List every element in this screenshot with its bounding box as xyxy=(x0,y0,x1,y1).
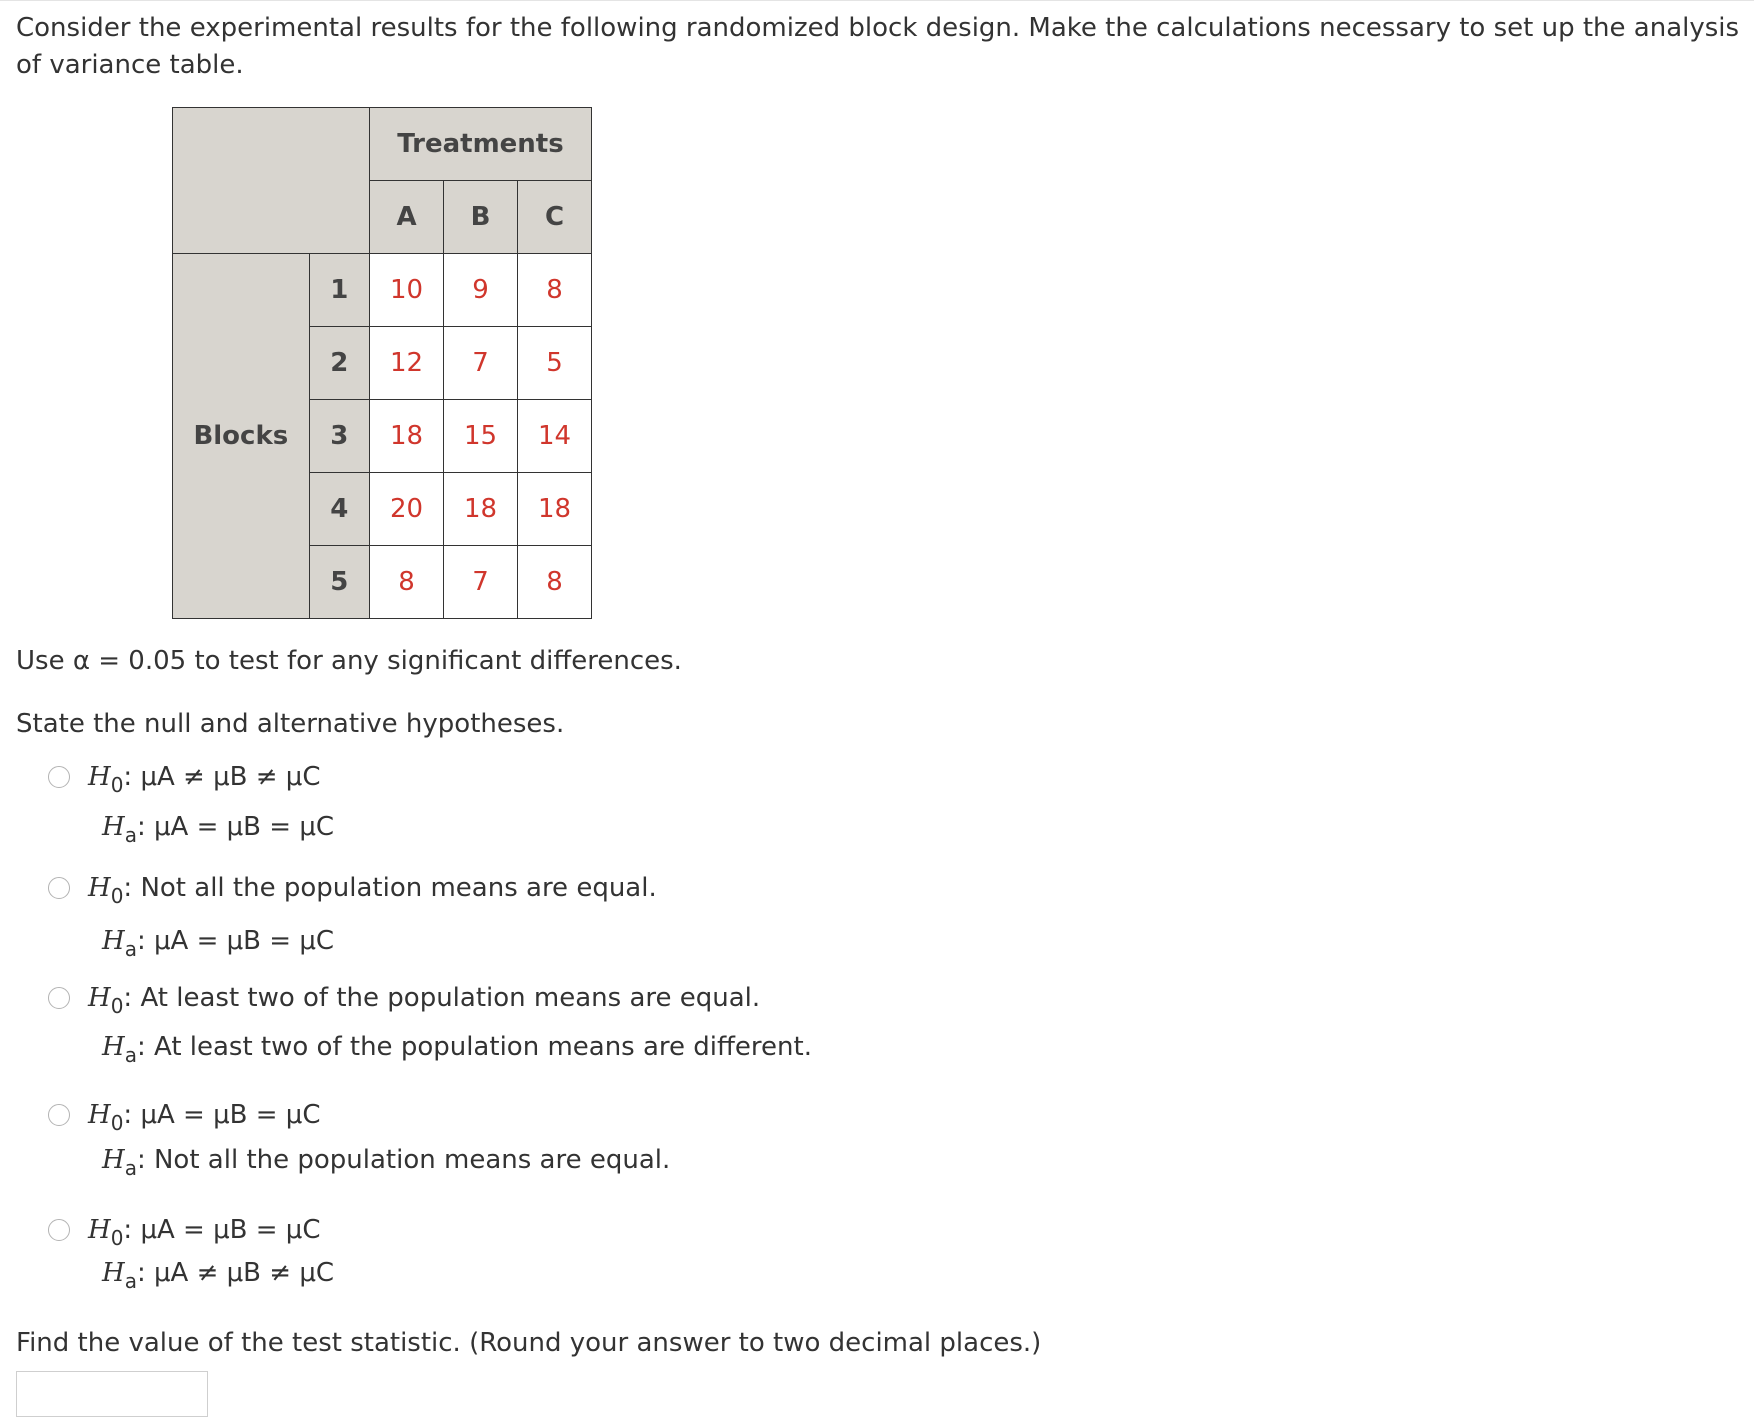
block-number: 3 xyxy=(309,400,369,473)
option-h0-line: $H_0$: μA = μB = μC xyxy=(88,1215,321,1250)
option-h0-line: $H_0$: Not all the population means are equal. xyxy=(88,873,657,908)
cell-value: 18 xyxy=(444,473,518,546)
table-row xyxy=(173,254,592,327)
table-corner xyxy=(173,108,370,254)
option-h0-line: $H_0$: μA ≠ μB ≠ μC xyxy=(88,762,321,797)
option-ha-line: $H_a$: μA ≠ μB ≠ μC xyxy=(102,1258,335,1293)
option-h0-text: μA = μB = μC xyxy=(140,1215,321,1245)
data-table xyxy=(172,107,592,619)
option-h0-text: Not all the population means are equal. xyxy=(140,873,657,903)
option-ha-text: μA = μB = μC xyxy=(153,812,335,842)
option-ha-line: $H_a$: Not all the population means are equal. xyxy=(102,1145,671,1180)
radio-button[interactable] xyxy=(48,987,70,1009)
cell-value: 8 xyxy=(518,254,592,327)
question-intro: Consider the experimental results for the following randomized block design. Make the calculations necessary to set up the analysis of variance table. xyxy=(16,13,1740,80)
block-number: 4 xyxy=(309,473,369,546)
option-ha-text: At least two of the population means are different. xyxy=(153,1032,812,1062)
treatment-header-a: A xyxy=(370,181,444,254)
cell-value: 7 xyxy=(444,546,518,619)
radio-button[interactable] xyxy=(48,1219,70,1241)
cell-value: 12 xyxy=(370,327,444,400)
alpha-text: Use α = 0.05 to test for any significant differences. xyxy=(16,646,682,676)
block-number: 1 xyxy=(309,254,369,327)
radio-button[interactable] xyxy=(48,766,70,788)
treatments-header: Treatments xyxy=(370,108,592,181)
option-ha-text: Not all the population means are equal. xyxy=(153,1145,671,1175)
cell-value: 18 xyxy=(370,400,444,473)
cell-value: 8 xyxy=(370,546,444,619)
blocks-header: Blocks xyxy=(173,254,310,619)
option-ha-text: μA ≠ μB ≠ μC xyxy=(153,1258,335,1288)
block-number: 2 xyxy=(309,327,369,400)
option-h0-text: μA = μB = μC xyxy=(140,1100,321,1130)
hypotheses-prompt: State the null and alternative hypotheses. xyxy=(16,709,565,739)
cell-value: 18 xyxy=(518,473,592,546)
cell-value: 20 xyxy=(370,473,444,546)
cell-value: 8 xyxy=(518,546,592,619)
radio-button[interactable] xyxy=(48,1104,70,1126)
option-ha-text: μA = μB = μC xyxy=(153,926,335,956)
cell-value: 5 xyxy=(518,327,592,400)
cell-value: 14 xyxy=(518,400,592,473)
option-ha-line: $H_a$: At least two of the population means are different. xyxy=(102,1032,812,1067)
radio-button[interactable] xyxy=(48,877,70,899)
option-ha-line: $H_a$: μA = μB = μC xyxy=(102,926,335,961)
cell-value: 7 xyxy=(444,327,518,400)
option-h0-text: μA ≠ μB ≠ μC xyxy=(140,762,321,792)
cell-value: 10 xyxy=(370,254,444,327)
option-h0-line: $H_0$: At least two of the population means are equal. xyxy=(88,983,761,1018)
option-h0-line: $H_0$: μA = μB = μC xyxy=(88,1100,321,1135)
block-number: 5 xyxy=(309,546,369,619)
cell-value: 15 xyxy=(444,400,518,473)
test-statistic-input[interactable] xyxy=(16,1371,208,1417)
treatment-header-c: C xyxy=(518,181,592,254)
option-h0-text: At least two of the population means are equal. xyxy=(140,983,761,1013)
statistic-prompt: Find the value of the test statistic. (Round your answer to two decimal places.) xyxy=(16,1328,1042,1358)
top-divider xyxy=(0,0,1754,1)
option-ha-line: $H_a$: μA = μB = μC xyxy=(102,812,335,847)
cell-value: 9 xyxy=(444,254,518,327)
treatment-header-b: B xyxy=(444,181,518,254)
